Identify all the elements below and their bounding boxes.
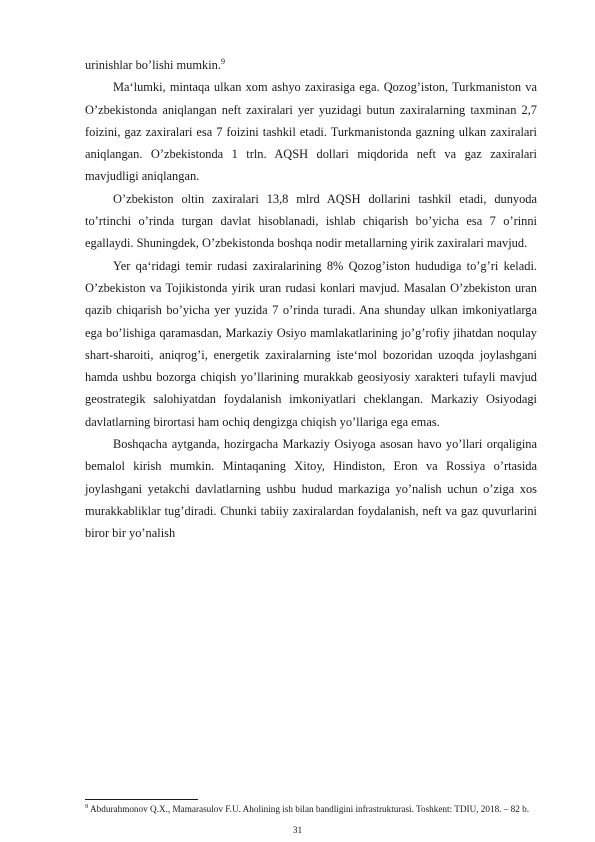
footnote-divider xyxy=(85,799,198,800)
footnote-text: Abdurahmonov Q.X., Mamarasulov F.U. Aholining ish bilan bandligini infrastrukturasi. Toshkent: TDIU, 2018. – 82 b. xyxy=(90,804,530,814)
opening-line-text: urinishlar bo’lishi mumkin. xyxy=(85,58,221,72)
paragraph-access-routes: Boshqacha aytganda, hozirgacha Markaziy Osiyoga asosan havo yo’llari orqaligina bemalol kirish mumkin. Mintaqaning Xitoy, Hindiston, Eron va Rossiya o’rtasida joylashgani yetakchi davlatlarning ushbu hudud markaziga yo’nalish uchun o’ziga xos murakkabliklar tug’diradi. Chunki tabiiy zaxiralardan foydalanish, neft va gaz quvurlarini biror bir yo’nalish xyxy=(85,437,537,541)
page-number: 31 xyxy=(292,826,303,836)
page-body xyxy=(85,52,537,545)
opening-line xyxy=(85,54,537,76)
footnote-marker: 9 xyxy=(85,802,89,810)
paragraph-ore-reserves: Yer qa‘ridagi temir rudasi zaxiralarining 8% Qozog’iston hududiga to’g’ri keladi. O’zbekiston va Tojikistonda yirik uran rudasi konlari mavjud. Masalan O’zbekiston uran qazib chiqarish bo’yicha yer yuzida 7 o’rinda turadi. Ana shunday ulkan imkoniyatlarga ega bo’lishiga qaramasdan, Markaziy Osiyo mamlakatlarining jo’g’rofiy jihatdan noqulay shart-sharoiti, aniqrog’i, energetik zaxiralarning iste‘mol bozoridan uzoqda joylashgani hamda ushbu bozorga chiqish yo’llarining murakkab geosiyosiy xarakteri tufayli mavjud geostrategik salohiyatdan foydalanish imkoniyatlari cheklangan. Markaziy Osiyodagi davlatlarning birortasi ham ochiq dengizga chiqish yo’llariga ega emas. xyxy=(85,258,537,429)
paragraph-resources: Ma‘lumki, mintaqa ulkan xom ashyo zaxirasiga ega. Qozog’iston, Turkmaniston va O’zbekistonda aniqlangan neft zaxiralari yer yuzidagi butun zaxiralarning taxminan 2,7 foizini, gaz zaxiralari esa 7 foizini tashkil etadi. Turkmanistonda gazning ulkan zaxiralari aniqlangan. O’zbekistonda 1 trln. AQSH dollari miqdorida neft va gaz zaxiralari mavjudligi aniqlangan. xyxy=(85,80,537,184)
paragraph-gold-reserves: O’zbekiston oltin zaxiralari 13,8 mlrd AQSH dollarini tashkil etadi, dunyoda to’rtinchi o’rinda turgan davlat hisoblanadi, ishlab chiqarish bo’yicha esa 7 o’rinni egallaydi. Shuningdek, O’zbekistonda boshqa nodir metallarning yirik zaxiralari mavjud. xyxy=(85,191,537,251)
footnote-reference[interactable]: 9 xyxy=(220,56,225,66)
footnote xyxy=(85,802,537,818)
